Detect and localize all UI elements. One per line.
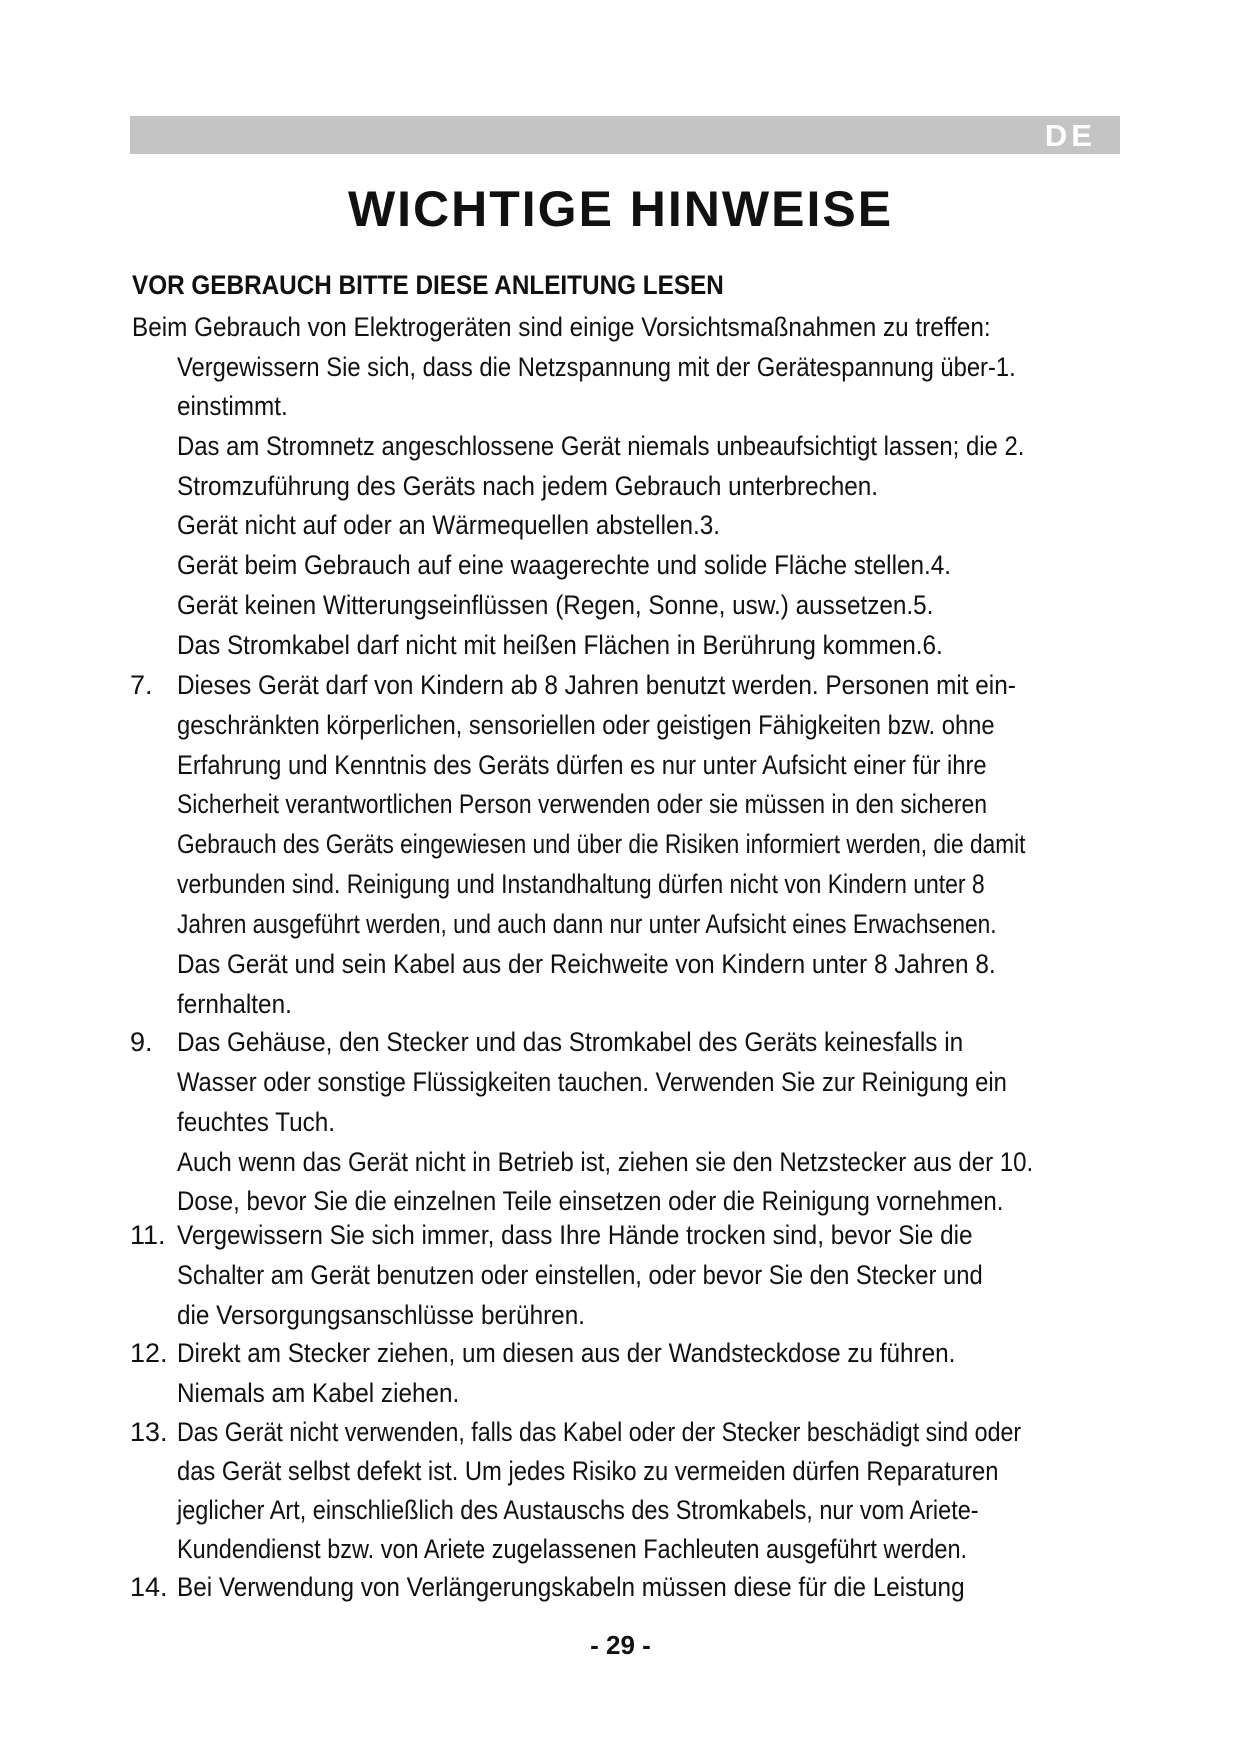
intro-text: Beim Gebrauch von Elektrogeräten sind einige Vorsichtsmaßnahmen zu treffen:: [132, 312, 991, 342]
text-line: Direkt am Stecker ziehen, um diesen aus der Wandsteckdose zu führen.: [177, 1338, 956, 1368]
text-line: Vergewissern Sie sich immer, dass Ihre Hände trocken sind, bevor Sie die: [177, 1220, 973, 1250]
text-line: Wasser oder sonstige Flüssigkeiten tauchen. Verwenden Sie zur Reinigung ein: [177, 1067, 1007, 1097]
text-line: Das Stromkabel darf nicht mit heißen Flächen in Berührung kommen.6.: [177, 630, 943, 660]
text-line: Gerät beim Gebrauch auf eine waagerechte und solide Fläche stellen.4.: [177, 550, 952, 580]
text-line: Gerät nicht auf oder an Wärmequellen abstellen.3.: [177, 510, 721, 540]
item-number-11: 11.: [130, 1220, 166, 1250]
language-bar: [130, 116, 1120, 154]
text-line: Schalter am Gerät benutzen oder einstellen, oder bevor Sie den Stecker und: [177, 1260, 983, 1290]
text-line: einstimmt.: [177, 391, 288, 421]
item-number-7: 7.: [130, 670, 153, 700]
text-line: verbunden sind. Reinigung und Instandhaltung dürfen nicht von Kindern unter 8: [177, 869, 985, 899]
text-line: Das am Stromnetz angeschlossene Gerät niemals unbeaufsichtigt lassen; die 2.: [177, 431, 1025, 461]
text-line: geschränkten körperlichen, sensoriellen oder geistigen Fähigkeiten bzw. ohne: [177, 710, 995, 740]
text-line: Dose, bevor Sie die einzelnen Teile einsetzen oder die Reinigung vornehmen.: [177, 1186, 1004, 1216]
page-title: WICHTIGE HINWEISE: [347, 181, 894, 237]
text-line: Erfahrung und Kenntnis des Geräts dürfen es nur unter Aufsicht einer für ihre: [177, 750, 987, 780]
text-line: Auch wenn das Gerät nicht in Betrieb ist, ziehen sie den Netzstecker aus der 10.: [177, 1147, 1034, 1177]
item-number-9: 9.: [130, 1027, 153, 1057]
text-line: die Versorgungsanschlüsse berühren.: [177, 1300, 585, 1330]
text-line: Vergewissern Sie sich, dass die Netzspannung mit der Gerätespannung über-1.: [177, 352, 1016, 382]
text-line: jeglicher Art, einschließlich des Austauschs des Stromkabels, nur vom Ariete-: [177, 1495, 979, 1525]
text-line: Niemals am Kabel ziehen.: [177, 1378, 460, 1408]
text-line: Sicherheit verantwortlichen Person verwenden oder sie müssen in den sicheren: [177, 789, 988, 819]
item-number-14: 14.: [130, 1572, 168, 1602]
text-line: Das Gehäuse, den Stecker und das Stromkabel des Geräts keinesfalls in: [177, 1027, 964, 1057]
text-line: Kundendienst bzw. von Ariete zugelassenen Fachleuten ausgeführt werden.: [177, 1534, 968, 1564]
language-code: DE: [1044, 118, 1096, 153]
page-number: - 29 -: [590, 1630, 651, 1660]
section-subheading: VOR GEBRAUCH BITTE DIESE ANLEITUNG LESEN: [132, 270, 724, 300]
text-line: Gerät keinen Witterungseinflüssen (Regen, Sonne, usw.) aussetzen.5.: [177, 590, 934, 620]
text-line: Das Gerät und sein Kabel aus der Reichweite von Kindern unter 8 Jahren 8.: [177, 949, 996, 979]
text-line: Gebrauch des Geräts eingewiesen und über die Risiken informiert werden, die damit: [177, 829, 1026, 859]
item-number-13: 13.: [130, 1417, 168, 1447]
text-line: fernhalten.: [177, 989, 292, 1019]
text-line: Stromzuführung des Geräts nach jedem Gebrauch unterbrechen.: [177, 471, 879, 501]
text-line: Dieses Gerät darf von Kindern ab 8 Jahren benutzt werden. Personen mit ein-: [177, 670, 1016, 700]
text-line: Das Gerät nicht verwenden, falls das Kabel oder der Stecker beschädigt sind oder: [177, 1417, 1022, 1447]
item-number-12: 12.: [130, 1338, 168, 1368]
text-line: feuchtes Tuch.: [177, 1107, 336, 1137]
text-line: Jahren ausgeführt werden, und auch dann nur unter Aufsicht eines Erwachsenen.: [177, 909, 997, 939]
text-line: Bei Verwendung von Verlängerungskabeln müssen diese für die Leistung: [177, 1572, 965, 1602]
text-line: das Gerät selbst defekt ist. Um jedes Risiko zu vermeiden dürfen Reparaturen: [177, 1456, 999, 1486]
